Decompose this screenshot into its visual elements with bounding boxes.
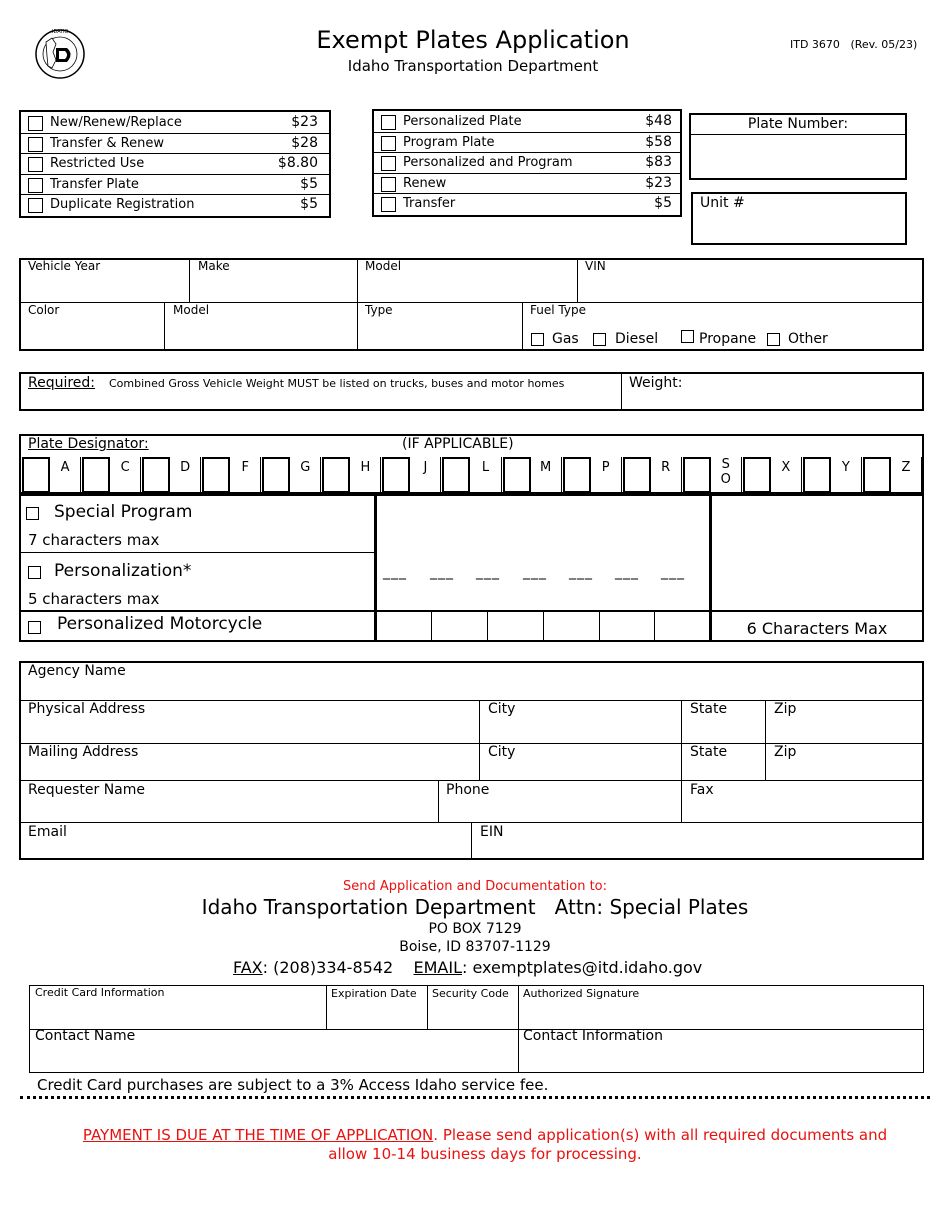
- fee-price: $23: [291, 114, 318, 130]
- designator-checkbox[interactable]: [563, 457, 591, 493]
- designator-letter: X: [781, 460, 791, 475]
- ein-label: EIN: [480, 824, 504, 840]
- requester-name-label: Requester Name: [28, 782, 145, 798]
- fee-label: New/Renew/Replace: [50, 115, 182, 130]
- fax-number: : (208)334-8542: [262, 958, 394, 977]
- designator-checkbox[interactable]: [683, 457, 711, 493]
- footer-line2: allow 10-14 business days for processing.: [328, 1145, 642, 1163]
- designator-checkbox[interactable]: [322, 457, 350, 493]
- zip-label: Zip: [774, 701, 797, 717]
- designator-letter: S O: [720, 457, 731, 487]
- contact-line: [233, 958, 702, 977]
- designator-letter: G: [300, 460, 311, 475]
- footer-notice: [20, 1126, 950, 1164]
- char-slot: ___: [430, 564, 454, 580]
- fuel-diesel-checkbox[interactable]: [593, 333, 606, 346]
- designator-letter: J: [423, 460, 428, 475]
- zip2-label: Zip: [774, 744, 797, 760]
- fee-checkbox[interactable]: [28, 178, 43, 193]
- designator-checkbox[interactable]: [262, 457, 290, 493]
- motorcycle-checkbox[interactable]: [28, 621, 41, 634]
- state2-label: State: [690, 744, 728, 760]
- designator-checkbox[interactable]: [442, 457, 470, 493]
- designator-letter: D: [180, 460, 191, 475]
- po-box: PO BOX 7129: [428, 921, 522, 937]
- cc-info-label: Credit Card Information: [35, 986, 165, 999]
- fee-label: Personalized Plate: [403, 114, 522, 129]
- contact-info-label: Contact Information: [523, 1028, 663, 1044]
- designator-letter: F: [241, 460, 249, 475]
- fee-label: Duplicate Registration: [50, 197, 195, 213]
- designator-row: [21, 457, 922, 493]
- fee-label: Personalized and Program: [403, 155, 573, 171]
- email-address[interactable]: : exemptplates@itd.idaho.gov: [462, 958, 703, 977]
- type-label: Type: [365, 303, 393, 317]
- designator-checkbox[interactable]: [382, 457, 410, 493]
- fee-price: $5: [300, 196, 318, 213]
- personalization-label: Personalization*: [54, 561, 192, 581]
- itd-logo: [34, 28, 86, 80]
- signature-label: Authorized Signature: [523, 987, 640, 1000]
- fee-checkbox[interactable]: [28, 116, 43, 131]
- weight-label: Weight:: [629, 375, 683, 391]
- footer-line1: . Please send application(s) with all required documents and: [433, 1126, 888, 1144]
- designator-checkbox[interactable]: [803, 457, 831, 493]
- page-title: Exempt Plates Application: [316, 26, 630, 54]
- fuel-propane-label: Propane: [699, 331, 757, 347]
- plate-number-input[interactable]: [692, 137, 904, 177]
- fee-label: Transfer: [403, 196, 456, 212]
- designator-checkbox[interactable]: [623, 457, 651, 493]
- designator-checkbox[interactable]: [22, 457, 50, 493]
- make-label: Make: [198, 259, 230, 273]
- fee-price: $58: [645, 133, 672, 150]
- vehicle-year-label: Vehicle Year: [28, 259, 101, 273]
- fee-label: Restricted Use: [50, 156, 145, 172]
- fee-price: $28: [291, 134, 318, 151]
- state-label: State: [690, 701, 728, 717]
- plate-characters-input[interactable]: [380, 560, 705, 590]
- send-organization: Idaho Transportation Department Attn: Special Plates: [201, 895, 749, 919]
- designator-checkbox[interactable]: [82, 457, 110, 493]
- fuel-other-label: Other: [788, 331, 828, 347]
- personalization-max: 5 characters max: [28, 590, 160, 608]
- fee-price: $48: [645, 113, 672, 129]
- form-id: [790, 38, 917, 51]
- designator-letter: A: [60, 460, 70, 475]
- phone-label: Phone: [446, 782, 490, 798]
- designator-letter: Z: [901, 460, 911, 475]
- designator-letter: Y: [841, 460, 850, 475]
- designator-letter: H: [360, 460, 371, 475]
- cc-fee-note: Credit Card purchases are subject to a 3% Access Idaho service fee.: [37, 1076, 549, 1094]
- fuel-gas-label: Gas: [552, 331, 579, 347]
- required-label: Required:: [28, 375, 96, 391]
- mailing-address-label: Mailing Address: [28, 744, 139, 760]
- fuel-gas-checkbox[interactable]: [531, 333, 544, 346]
- fee-checkbox[interactable]: [381, 115, 396, 130]
- designator-note: (IF APPLICABLE): [402, 436, 514, 452]
- contact-name-label: Contact Name: [35, 1028, 136, 1044]
- form-number: ITD 3670: [790, 38, 840, 51]
- security-code-label: Security Code: [432, 987, 509, 1000]
- fee-price: $5: [300, 175, 318, 192]
- char-slot: ___: [661, 564, 685, 580]
- fee-price: $8.80: [277, 155, 318, 172]
- fuel-diesel-label: Diesel: [615, 331, 659, 347]
- designator-letter: L: [481, 460, 490, 475]
- email-heading: EMAIL: [413, 958, 463, 977]
- fee-checkbox[interactable]: [381, 197, 396, 212]
- six-characters-max: 6 Characters Max: [746, 619, 888, 638]
- expiration-label: Expiration Date: [331, 987, 417, 1000]
- fax-label: Fax: [690, 782, 714, 798]
- special-program-max: 7 characters max: [28, 531, 160, 549]
- designator-checkbox[interactable]: [503, 457, 531, 493]
- payment-due: PAYMENT IS DUE AT THE TIME OF APPLICATION: [82, 1126, 434, 1144]
- dotted-divider: [20, 1096, 930, 1099]
- fuel-type-label: Fuel Type: [530, 303, 586, 317]
- send-instruction: Send Application and Documentation to:: [342, 879, 607, 894]
- city-label: City: [488, 701, 516, 717]
- designator-checkbox[interactable]: [863, 457, 891, 493]
- fee-price: $5: [654, 195, 672, 212]
- unit-label: Unit #: [700, 195, 745, 211]
- char-slot: ___: [383, 564, 407, 580]
- agency-name-label: Agency Name: [28, 663, 126, 679]
- special-program-label: Special Program: [54, 502, 193, 522]
- fee-checkbox[interactable]: [28, 198, 43, 213]
- designator-letter: R: [661, 460, 671, 475]
- char-slot: ___: [569, 564, 593, 580]
- form-revision: (Rev. 05/23): [850, 38, 918, 51]
- fee-checkbox[interactable]: [28, 137, 43, 152]
- fee-checkbox[interactable]: [381, 156, 396, 171]
- email-label: Email: [28, 824, 67, 840]
- fuel-propane-checkbox[interactable]: [681, 330, 694, 343]
- char-slot: ___: [615, 564, 639, 580]
- fee-checkbox[interactable]: [381, 136, 396, 151]
- designator-checkbox[interactable]: [743, 457, 771, 493]
- physical-address-label: Physical Address: [28, 701, 146, 717]
- designator-letter: P: [601, 460, 610, 475]
- motorcycle-char-input[interactable]: [377, 612, 709, 641]
- vin-label: VIN: [585, 259, 606, 273]
- designator-checkbox[interactable]: [142, 457, 170, 493]
- fee-label: Transfer & Renew: [50, 135, 164, 151]
- city2-label: City: [488, 744, 516, 760]
- designator-letter: C: [120, 460, 130, 475]
- fee-label: Program Plate: [403, 134, 495, 150]
- fee-label: Renew: [403, 175, 447, 191]
- fax-heading: FAX: [233, 958, 263, 977]
- plate-designator-label: Plate Designator:: [28, 436, 149, 452]
- color-label: Color: [28, 303, 60, 317]
- logo-top-text: IDAHO: [52, 29, 69, 35]
- page-subtitle: Idaho Transportation Department: [347, 57, 599, 75]
- special-program-checkbox[interactable]: [26, 507, 39, 520]
- fee-price: $23: [645, 174, 672, 191]
- fee-label: Transfer Plate: [50, 176, 139, 192]
- city-line: Boise, ID 83707-1129: [399, 939, 551, 955]
- char-slot: ___: [476, 564, 500, 580]
- fuel-other-checkbox[interactable]: [767, 333, 780, 346]
- motorcycle-label: Personalized Motorcycle: [57, 614, 263, 634]
- model2-label: Model: [173, 303, 210, 317]
- char-slot: ___: [523, 564, 547, 580]
- designator-letter: M: [539, 460, 552, 475]
- designator-checkbox[interactable]: [202, 457, 230, 493]
- model-label: Model: [365, 259, 402, 273]
- plate-number-label: Plate Number:: [747, 116, 849, 132]
- fee-checkbox[interactable]: [28, 157, 43, 172]
- weight-note: Combined Gross Vehicle Weight MUST be listed on trucks, buses and motor homes: [109, 377, 565, 390]
- fee-checkbox[interactable]: [381, 177, 396, 192]
- personalization-checkbox[interactable]: [28, 566, 41, 579]
- fee-price: $83: [645, 154, 672, 171]
